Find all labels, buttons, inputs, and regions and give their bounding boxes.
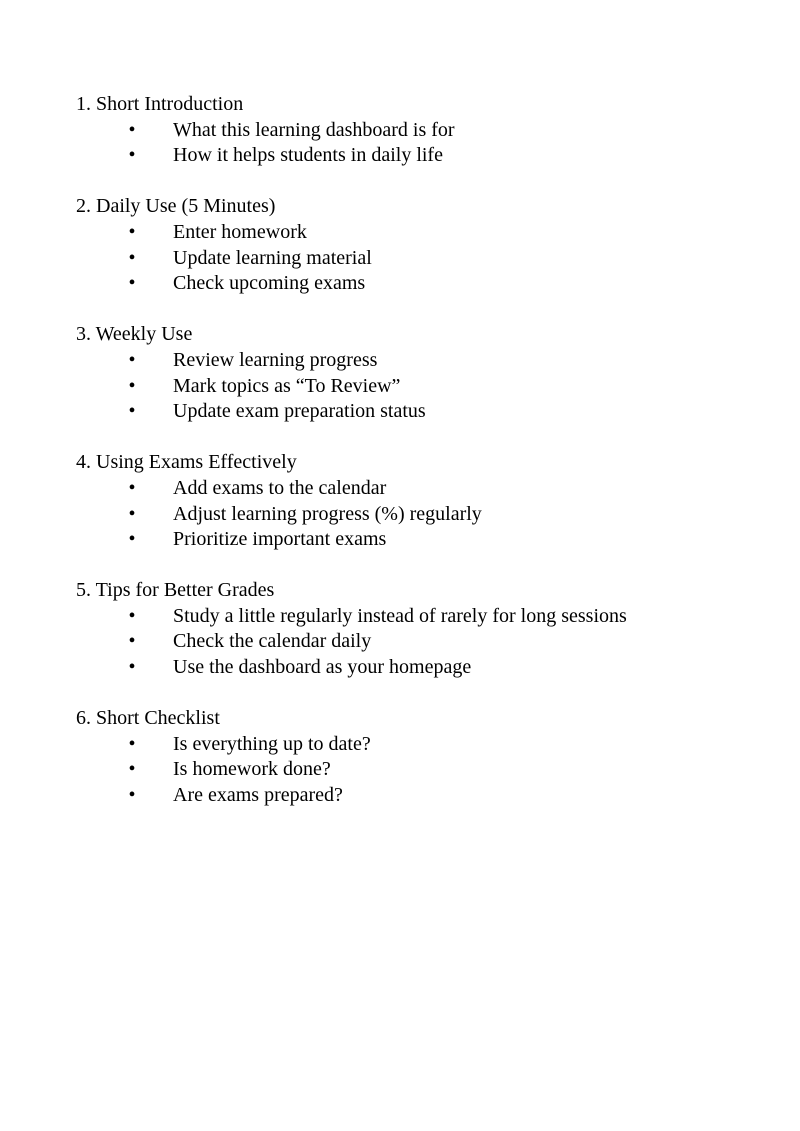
list-item-text: Mark topics as “To Review” — [173, 374, 401, 397]
list-item — [76, 271, 756, 297]
list-item — [76, 476, 756, 502]
section-short-introduction — [76, 92, 756, 169]
bullet-icon: • — [128, 732, 136, 755]
list-item — [76, 246, 756, 272]
list-item-text: Enter homework — [173, 220, 307, 243]
list-item-text: Is everything up to date? — [173, 732, 371, 755]
section-weekly-use — [76, 322, 756, 424]
list-item — [76, 502, 756, 528]
bullet-icon: • — [128, 476, 136, 499]
list-item-text: Add exams to the calendar — [173, 476, 387, 499]
list-item-text: Update learning material — [173, 246, 372, 269]
bullet-icon: • — [128, 604, 136, 627]
section-heading: 3. Weekly Use — [76, 323, 193, 346]
bullet-icon: • — [128, 630, 136, 653]
list-item-text: Check upcoming exams — [173, 272, 366, 295]
list-item — [76, 629, 756, 655]
list-item — [76, 655, 756, 681]
list-item-text: Use the dashboard as your homepage — [173, 656, 472, 679]
list-item-text: Is homework done? — [173, 758, 331, 781]
document-content — [76, 92, 756, 834]
bullet-icon: • — [128, 400, 136, 423]
bullet-icon: • — [128, 374, 136, 397]
list-item — [76, 118, 756, 144]
section-tips-for-better-grades — [76, 578, 756, 680]
bullet-icon: • — [128, 784, 136, 807]
bullet-list — [76, 476, 756, 553]
bullet-icon: • — [128, 758, 136, 781]
list-item — [76, 732, 756, 758]
list-item — [76, 220, 756, 246]
section-heading: 5. Tips for Better Grades — [76, 579, 275, 602]
bullet-list — [76, 220, 756, 297]
section-daily-use — [76, 194, 756, 296]
list-item — [76, 527, 756, 553]
bullet-icon: • — [128, 348, 136, 371]
bullet-icon: • — [128, 220, 136, 243]
list-item — [76, 604, 756, 630]
section-short-checklist — [76, 706, 756, 808]
bullet-icon: • — [128, 118, 136, 141]
bullet-icon: • — [128, 144, 136, 167]
bullet-list — [76, 348, 756, 425]
list-item-text: Adjust learning progress (%) regularly — [173, 502, 482, 525]
section-using-exams-effectively — [76, 450, 756, 552]
bullet-icon: • — [128, 246, 136, 269]
list-item-text: Review learning progress — [173, 348, 378, 371]
list-item-text: Update exam preparation status — [173, 400, 426, 423]
list-item — [76, 399, 756, 425]
section-heading: 4. Using Exams Effectively — [76, 451, 297, 474]
list-item-text: Check the calendar daily — [173, 630, 372, 653]
list-item — [76, 757, 756, 783]
list-item-text: What this learning dashboard is for — [173, 118, 455, 141]
bullet-list — [76, 604, 756, 681]
section-heading: 1. Short Introduction — [76, 93, 244, 115]
bullet-list — [76, 732, 756, 809]
list-item-text: Study a little regularly instead of rarely for long sessions — [173, 604, 627, 627]
bullet-icon: • — [128, 656, 136, 679]
list-item — [76, 783, 756, 809]
bullet-icon: • — [128, 502, 136, 525]
list-item-text: Prioritize important exams — [173, 528, 387, 551]
section-heading: 2. Daily Use (5 Minutes) — [76, 195, 276, 218]
bullet-list — [76, 118, 756, 169]
list-item — [76, 374, 756, 400]
list-item-text: How it helps students in daily life — [173, 144, 443, 167]
list-item — [76, 348, 756, 374]
bullet-icon: • — [128, 528, 136, 551]
section-heading: 6. Short Checklist — [76, 707, 220, 730]
bullet-icon: • — [128, 272, 136, 295]
list-item-text: Are exams prepared? — [173, 784, 343, 807]
list-item — [76, 143, 756, 169]
